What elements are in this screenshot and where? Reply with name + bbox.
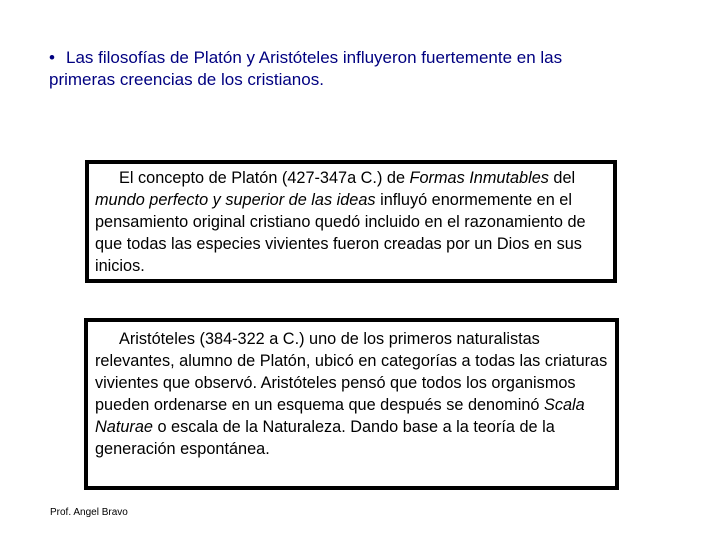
plato-text-part-1: El concepto de Platón (427-347a C.) de [119,169,410,187]
plato-italic-forms: Formas Inmutables [409,169,549,187]
intro-bullet-paragraph [49,47,609,91]
plato-text-box [85,160,617,283]
aristotle-text-box [84,318,619,490]
plato-italic-world: mundo perfecto y superior de las ideas [95,191,376,209]
bullet-icon: • [49,48,55,67]
aristotle-text-part-1: Aristóteles (384-322 a C.) uno de los primeros naturalistas relevantes, alumno de Platón, ubicó en categorías a todas las criaturas vivientes que observó. Aristóteles pensó que todos los organismos pueden ordenarse en un esquema que después se denominó [95,330,608,414]
plato-text-part-3: influyó enormemente en el pensamiento original cristiano quedó incluido en el razonamiento de que todas las especies vivientes fueron creadas por un Dios en sus inicios. [95,191,586,275]
footer-author: Prof. Angel Bravo [50,507,128,518]
aristotle-text-part-2: o escala de la Naturaleza. Dando base a la teoría de la generación espontánea. [95,418,555,458]
intro-text: Las filosofías de Platón y Aristóteles influyeron fuertemente en las primeras creencias de los cristianos. [49,48,563,89]
aristotle-italic-scala: Scala Naturae [95,396,585,436]
plato-text-part-2: del [548,169,576,187]
